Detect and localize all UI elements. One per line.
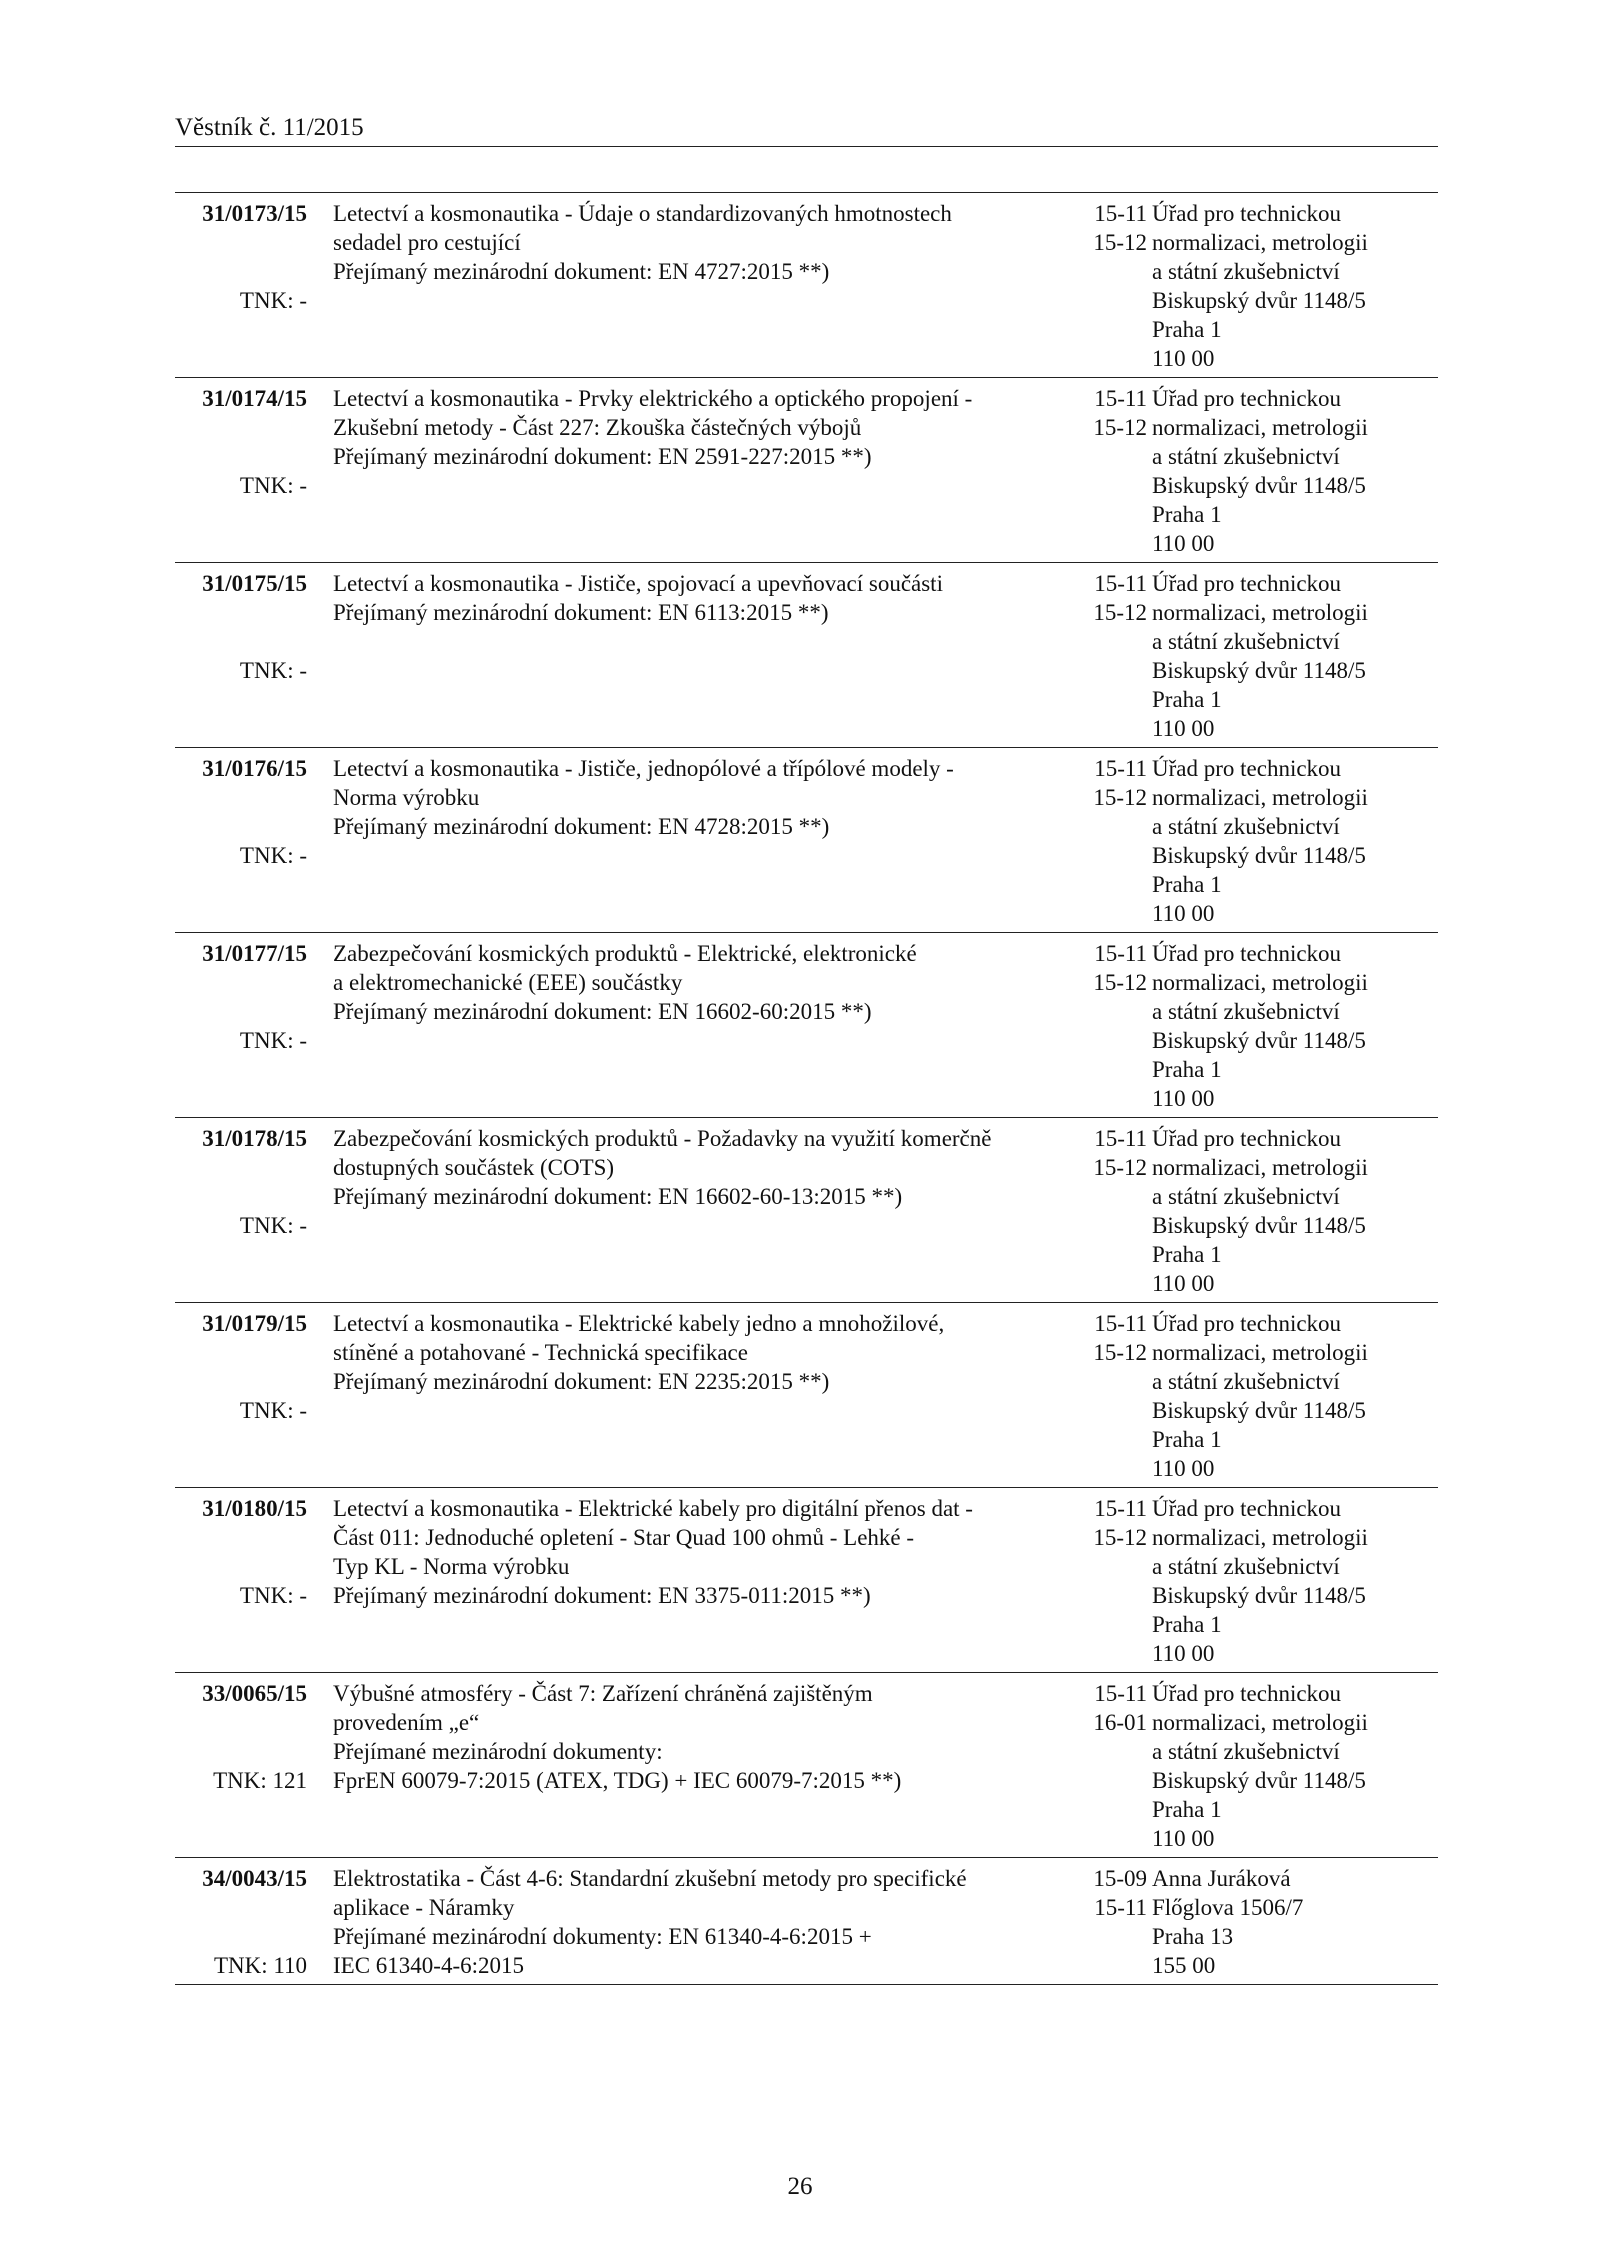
standard-number: 34/0043/15 xyxy=(202,1866,307,1891)
office-address-line: Praha 1 xyxy=(1152,687,1222,712)
date-range-line: 15-11 xyxy=(1094,756,1147,781)
tnk-label: TNK: - xyxy=(239,473,307,498)
office-address-line: Praha 1 xyxy=(1152,1612,1222,1637)
office-address-line: Úřad pro technickou xyxy=(1152,1496,1342,1521)
office-address-line: normalizaci, metrologii xyxy=(1152,1155,1368,1180)
office-address-line: Biskupský dvůr 1148/5 xyxy=(1152,1768,1366,1793)
office-address-line: a státní zkušebnictví xyxy=(1152,814,1340,839)
date-range-line: 15-11 xyxy=(1094,1126,1147,1151)
standard-description-line: Norma výrobku xyxy=(333,785,480,810)
standard-number: 31/0178/15 xyxy=(202,1126,307,1151)
date-range-line: 15-12 xyxy=(1093,785,1147,810)
standard-description-line: Letectví a kosmonautika - Jističe, spojovací a upevňovací součásti xyxy=(333,571,943,596)
standards-table xyxy=(175,192,1438,1985)
office-address-line: Praha 13 xyxy=(1152,1924,1234,1949)
office-address xyxy=(1152,1679,1452,1853)
office-address-line: 110 00 xyxy=(1152,1086,1215,1111)
office-address-line: a státní zkušebnictví xyxy=(1152,629,1340,654)
office-address-line: 110 00 xyxy=(1152,1456,1215,1481)
date-range xyxy=(1063,569,1147,627)
tnk-label: TNK: 110 xyxy=(213,1953,307,1978)
office-address-line: normalizaci, metrologii xyxy=(1152,1340,1368,1365)
office-address-line: Praha 1 xyxy=(1152,1797,1222,1822)
standard-description-line: Přejímaný mezinárodní dokument: EN 16602-60-13:2015 **) xyxy=(333,1184,903,1209)
office-address-line: 110 00 xyxy=(1152,716,1215,741)
office-address-line: 110 00 xyxy=(1152,901,1215,926)
standard-description-line: Přejímané mezinárodní dokumenty: xyxy=(333,1739,663,1764)
date-range xyxy=(1063,199,1147,257)
standard-number: 31/0180/15 xyxy=(202,1496,307,1521)
standard-number: 31/0173/15 xyxy=(202,201,307,226)
office-address-line: Úřad pro technickou xyxy=(1152,201,1342,226)
standard-description-line: Přejímaný mezinárodní dokument: EN 2591-227:2015 **) xyxy=(333,444,872,469)
office-address-line: a státní zkušebnictví xyxy=(1152,999,1340,1024)
office-address-line: Biskupský dvůr 1148/5 xyxy=(1152,658,1366,683)
standard-description-line: aplikace - Náramky xyxy=(333,1895,515,1920)
office-address-line: normalizaci, metrologii xyxy=(1152,1525,1368,1550)
office-address-line: Úřad pro technickou xyxy=(1152,756,1342,781)
table-row xyxy=(175,1488,1438,1673)
date-range-line: 15-09 xyxy=(1093,1866,1147,1891)
office-address-line: a státní zkušebnictví xyxy=(1152,444,1340,469)
date-range-line: 15-11 xyxy=(1094,1681,1147,1706)
standard-description-line: dostupných součástek (COTS) xyxy=(333,1155,615,1180)
office-address-line: Biskupský dvůr 1148/5 xyxy=(1152,1028,1366,1053)
office-address-line: 110 00 xyxy=(1152,1641,1215,1666)
office-address-line: 110 00 xyxy=(1152,1271,1215,1296)
office-address-line: Úřad pro technickou xyxy=(1152,941,1342,966)
office-address-line: a státní zkušebnictví xyxy=(1152,1184,1340,1209)
standard-description-line: Přejímaný mezinárodní dokument: EN 16602-60:2015 **) xyxy=(333,999,872,1024)
header-divider xyxy=(175,146,1438,147)
office-address-line: Praha 1 xyxy=(1152,1057,1222,1082)
tnk-label: TNK: - xyxy=(239,843,307,868)
page-number: 26 xyxy=(787,2173,813,2200)
date-range-line: 15-12 xyxy=(1093,230,1147,255)
standard-description-line: Zabezpečování kosmických produktů - Požadavky na využití komerčně xyxy=(333,1126,992,1151)
tnk-label: TNK: - xyxy=(239,658,307,683)
standard-description-line: Letectví a kosmonautika - Elektrické kabely pro digitální přenos dat - xyxy=(333,1496,973,1521)
standard-number: 31/0177/15 xyxy=(202,941,307,966)
office-address-line: 110 00 xyxy=(1152,346,1215,371)
office-address-line: normalizaci, metrologii xyxy=(1152,415,1368,440)
standard-description-line: Přejímaný mezinárodní dokument: EN 4728:2015 **) xyxy=(333,814,830,839)
date-range-line: 15-11 xyxy=(1094,1496,1147,1521)
table-row xyxy=(175,563,1438,748)
office-address-line: a státní zkušebnictví xyxy=(1152,1554,1340,1579)
tnk-label: TNK: - xyxy=(239,1583,307,1608)
standard-number: 31/0179/15 xyxy=(202,1311,307,1336)
standard-description-line: Část 011: Jednoduché opletení - Star Quad 100 ohmů - Lehké - xyxy=(333,1525,915,1550)
office-address-line: a státní zkušebnictví xyxy=(1152,1369,1340,1394)
office-address-line: 155 00 xyxy=(1152,1953,1216,1978)
date-range-line: 15-11 xyxy=(1094,386,1147,411)
tnk-label: TNK: 121 xyxy=(213,1768,307,1793)
standard-description-line: Letectví a kosmonautika - Elektrické kabely jedno a mnohožilové, xyxy=(333,1311,945,1336)
office-address-line: Úřad pro technickou xyxy=(1152,571,1342,596)
office-address xyxy=(1152,1124,1452,1298)
office-address-line: a státní zkušebnictví xyxy=(1152,259,1340,284)
office-address-line: Flőglova 1506/7 xyxy=(1152,1895,1304,1920)
table-row xyxy=(175,1118,1438,1303)
office-address xyxy=(1152,754,1452,928)
standard-description-line: Zkušební metody - Část 227: Zkouška částečných výbojů xyxy=(333,415,862,440)
standard-description-line: provedením „e“ xyxy=(333,1710,480,1735)
standard-description-line: stíněné a potahované - Technická specifikace xyxy=(333,1340,748,1365)
office-address-line: 110 00 xyxy=(1152,1826,1215,1851)
standard-description-line: IEC 61340-4-6:2015 xyxy=(333,1953,525,1978)
office-address xyxy=(1152,1494,1452,1668)
standard-number: 31/0174/15 xyxy=(202,386,307,411)
office-address-line: Praha 1 xyxy=(1152,317,1222,342)
date-range xyxy=(1063,754,1147,812)
tnk-label: TNK: - xyxy=(239,1398,307,1423)
standard-description-line: Letectví a kosmonautika - Prvky elektrického a optického propojení - xyxy=(333,386,973,411)
standard-description-line: Letectví a kosmonautika - Údaje o standardizovaných hmotnostech xyxy=(333,201,952,226)
office-address-line: Biskupský dvůr 1148/5 xyxy=(1152,1213,1366,1238)
office-address xyxy=(1152,199,1452,373)
date-range-line: 15-11 xyxy=(1094,1311,1147,1336)
table-row xyxy=(175,748,1438,933)
date-range-line: 16-01 xyxy=(1093,1710,1147,1735)
office-address-line: Praha 1 xyxy=(1152,502,1222,527)
table-row xyxy=(175,1673,1438,1858)
table-row xyxy=(175,378,1438,563)
office-address-line: a státní zkušebnictví xyxy=(1152,1739,1340,1764)
office-address-line: Biskupský dvůr 1148/5 xyxy=(1152,288,1366,313)
standard-number: 31/0176/15 xyxy=(202,756,307,781)
table-row xyxy=(175,1858,1438,1985)
date-range-line: 15-12 xyxy=(1093,600,1147,625)
tnk-label: TNK: - xyxy=(239,288,307,313)
office-address-line: Biskupský dvůr 1148/5 xyxy=(1152,1398,1366,1423)
office-address-line: Praha 1 xyxy=(1152,1242,1222,1267)
office-address-line: Biskupský dvůr 1148/5 xyxy=(1152,1583,1366,1608)
office-address-line: normalizaci, metrologii xyxy=(1152,600,1368,625)
date-range xyxy=(1063,1864,1147,1922)
date-range-line: 15-11 xyxy=(1094,1895,1147,1920)
office-address-line: Úřad pro technickou xyxy=(1152,386,1342,411)
office-address-line: Úřad pro technickou xyxy=(1152,1126,1342,1151)
standard-description-line: Přejímané mezinárodní dokumenty: EN 61340-4-6:2015 + xyxy=(333,1924,872,1949)
office-address xyxy=(1152,1864,1452,1980)
date-range xyxy=(1063,1679,1147,1737)
standard-description-line: Letectví a kosmonautika - Jističe, jednopólové a třípólové modely - xyxy=(333,756,954,781)
standard-description-line: Typ KL - Norma výrobku xyxy=(333,1554,570,1579)
date-range xyxy=(1063,1494,1147,1552)
date-range xyxy=(1063,384,1147,442)
office-address-line: Biskupský dvůr 1148/5 xyxy=(1152,843,1366,868)
date-range-line: 15-12 xyxy=(1093,1155,1147,1180)
office-address-line: normalizaci, metrologii xyxy=(1152,785,1368,810)
office-address xyxy=(1152,569,1452,743)
standard-description-line: Přejímaný mezinárodní dokument: EN 4727:2015 **) xyxy=(333,259,830,284)
standard-number: 33/0065/15 xyxy=(202,1681,307,1706)
table-row xyxy=(175,1303,1438,1488)
office-address-line: Praha 1 xyxy=(1152,872,1222,897)
date-range-line: 15-11 xyxy=(1094,941,1147,966)
tnk-label: TNK: - xyxy=(239,1028,307,1053)
page-header-title: Věstník č. 11/2015 xyxy=(175,114,364,141)
standard-description-line: Elektrostatika - Část 4-6: Standardní zkušební metody pro specifické xyxy=(333,1866,967,1891)
date-range xyxy=(1063,1124,1147,1182)
office-address-line: Biskupský dvůr 1148/5 xyxy=(1152,473,1366,498)
date-range-line: 15-12 xyxy=(1093,415,1147,440)
standard-description-line: a elektromechanické (EEE) součástky xyxy=(333,970,683,995)
office-address xyxy=(1152,1309,1452,1483)
standard-description-line: Zabezpečování kosmických produktů - Elektrické, elektronické xyxy=(333,941,917,966)
table-row xyxy=(175,933,1438,1118)
date-range-line: 15-11 xyxy=(1094,201,1147,226)
date-range-line: 15-12 xyxy=(1093,970,1147,995)
standard-description-line: Přejímaný mezinárodní dokument: EN 2235:2015 **) xyxy=(333,1369,830,1394)
office-address-line: normalizaci, metrologii xyxy=(1152,1710,1368,1735)
office-address-line: normalizaci, metrologii xyxy=(1152,970,1368,995)
office-address-line: Praha 1 xyxy=(1152,1427,1222,1452)
office-address-line: 110 00 xyxy=(1152,531,1215,556)
office-address xyxy=(1152,939,1452,1113)
office-address-line: Anna Juráková xyxy=(1152,1866,1291,1891)
date-range xyxy=(1063,1309,1147,1367)
office-address xyxy=(1152,384,1452,558)
office-address-line: Úřad pro technickou xyxy=(1152,1311,1342,1336)
office-address-line: Úřad pro technickou xyxy=(1152,1681,1342,1706)
tnk-label: TNK: - xyxy=(239,1213,307,1238)
standard-description-line: Přejímaný mezinárodní dokument: EN 6113:2015 **) xyxy=(333,600,829,625)
standard-description-line: sedadel pro cestující xyxy=(333,230,521,255)
date-range-line: 15-12 xyxy=(1093,1340,1147,1365)
standard-description-line: Výbušné atmosféry - Část 7: Zařízení chráněná zajištěným xyxy=(333,1681,873,1706)
standard-number: 31/0175/15 xyxy=(202,571,307,596)
date-range-line: 15-12 xyxy=(1093,1525,1147,1550)
office-address-line: normalizaci, metrologii xyxy=(1152,230,1368,255)
date-range-line: 15-11 xyxy=(1094,571,1147,596)
date-range xyxy=(1063,939,1147,997)
standard-description-line: Přejímaný mezinárodní dokument: EN 3375-011:2015 **) xyxy=(333,1583,871,1608)
table-row xyxy=(175,193,1438,378)
standard-description-line: FprEN 60079-7:2015 (ATEX, TDG) + IEC 60079-7:2015 **) xyxy=(333,1768,902,1793)
